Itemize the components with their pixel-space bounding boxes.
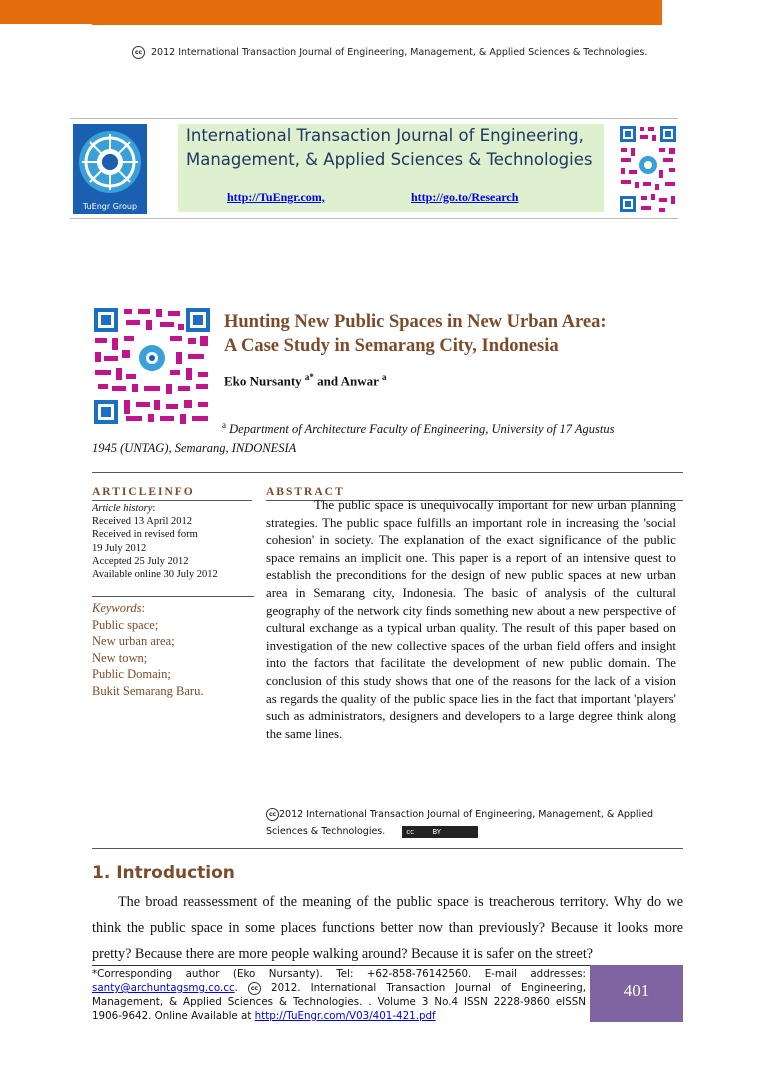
cc-icon: cc xyxy=(132,46,145,59)
tuengr-logo xyxy=(73,124,147,214)
abstract-copyright-text: 2012 International Transaction Journal of Engineering, Management, & Applied Sciences & Technologies. xyxy=(266,809,654,837)
footnote-text-3: 2012. International Transaction Journal of Engineering, Management, & Applied Sciences & Technologies. . Volume 3 No.4 ISSN 2228-9860 eISSN 1906-9642. Online Available at xyxy=(92,982,586,1022)
keyword-item: Bukit Semarang Baru. xyxy=(92,683,204,698)
author-1-sup: a* xyxy=(304,372,314,382)
history-item: Available online 30 July 2012 xyxy=(92,569,218,581)
affiliation-line2: 1945 (UNTAG), Semarang, INDONESIA xyxy=(92,441,297,455)
intro-text: The broad reassessment of the meaning of the public space is treacherous territory. Why do we think the public space in some places functions better now than previously? Because it looks more pretty? Because there are more people walking around? Because it is safer on the street? xyxy=(92,894,683,962)
article-info-heading: ARTICLEINFO xyxy=(92,486,195,498)
intro-heading: 1. Introduction xyxy=(92,863,235,883)
logo-label: TuEngr Group xyxy=(82,202,138,211)
article-title-line1: Hunting New Public Spaces in New Urban Area: xyxy=(224,312,607,332)
article-history: Article history: Received 13 April 2012 Received in revised form 19 July 2012 Accepted 25 July 2012 Available online 30 July 2012 xyxy=(92,503,218,581)
history-item: Accepted 25 July 2012 xyxy=(92,555,189,567)
author-2-sup: a xyxy=(381,372,387,382)
header-rule-bottom xyxy=(70,218,678,219)
journal-link-research[interactable]: http://go.to/Research xyxy=(411,190,519,204)
keywords: Keywords: Public space; New urban area; New town; Public Domain; Bukit Semarang Baru. xyxy=(92,601,204,698)
affiliation-text-1: Department of Architecture Faculty of Engineering, University of 17 Agustus xyxy=(229,422,615,437)
abstract-text: The public space is unequivocally important for new urban planning strategies. The public space fulfills an important role in increasing the 'social cohesion' in society. The explanation of the exact significance of the public space remains an implicit one. This paper is a report of an intensive quest to establish the preconditions for the design of new public spaces at new urban area in Semarang city, Indonesia. The basic of analysis of the cultural geography of the network city finds something new about a new perspective of cultural exchange as a typical urban quality. The result of this paper based on investigation of the new collective spaces of the urban field offers and insight into the factors that facilitate the development of new public domain. The conclusion of this study shows that one of the reasons for the lack of a vision as regards the quality of the public space lies in the fact that important 'players' such as administrators, designers and developers to a large degree think along the same lines. xyxy=(266,498,676,741)
journal-link-tuengr[interactable]: http://TuEngr.com, xyxy=(227,190,325,204)
article-title-line2: A Case Study in Semarang City, Indonesia xyxy=(224,336,559,356)
pdf-link[interactable]: http://TuEngr.com/V03/401-421.pdf xyxy=(254,1010,436,1022)
section-rule-top xyxy=(92,472,683,473)
author-1: Eko Nursanty xyxy=(224,373,302,389)
running-header-text: 2012 International Transaction Journal of Engineering, Management, & Applied Sciences & Technologies. xyxy=(151,47,648,58)
keyword-item: New town; xyxy=(92,650,148,665)
affiliation-sup: a xyxy=(222,420,226,430)
top-orange-bar xyxy=(0,0,662,24)
history-label: Article history xyxy=(92,503,153,514)
history-item: Received 13 April 2012 xyxy=(92,516,193,528)
footnote-text-2: . xyxy=(234,982,248,994)
cc-by-badge xyxy=(402,826,478,838)
abstract-heading: ABSTRACT xyxy=(266,486,345,498)
cc-icon: cc xyxy=(248,982,261,995)
qr-code-article xyxy=(92,306,212,431)
page-number: 401 xyxy=(623,981,650,1000)
header-rule-top xyxy=(70,118,678,119)
keyword-item: Public space; xyxy=(92,617,159,632)
cc-icon: cc xyxy=(266,808,279,821)
qr-code-header xyxy=(618,124,678,219)
keywords-label: Keywords xyxy=(92,601,142,615)
info-rule xyxy=(92,500,252,501)
cc-label: cc xyxy=(406,827,415,836)
footnote-text-1: *Corresponding author (Eko Nursanty). Tel: +62-858-76142560. E-mail addresses: xyxy=(92,968,586,980)
keyword-item: Public Domain; xyxy=(92,667,171,681)
abstract-copyright xyxy=(266,806,678,840)
by-label: BY xyxy=(432,827,442,836)
top-orange-rule xyxy=(92,24,662,25)
history-item: 19 July 2012 xyxy=(92,542,147,554)
journal-title-line2: Management, & Applied Sciences & Technologies xyxy=(186,150,593,169)
footnote-rule xyxy=(92,965,590,966)
section-rule-bottom xyxy=(92,848,683,849)
keyword-item: New urban area; xyxy=(92,634,175,648)
author-and: and Anwar xyxy=(317,373,379,389)
journal-title-line1: International Transaction Journal of Engineering, xyxy=(186,126,584,145)
footnote xyxy=(92,967,586,1023)
history-item: Received in revised form xyxy=(92,529,198,541)
authors xyxy=(224,372,386,389)
email-link[interactable]: santy@archuntagsmg.co.cc xyxy=(92,982,235,994)
running-header xyxy=(132,46,647,59)
keywords-rule xyxy=(92,596,254,597)
affiliation-line1 xyxy=(222,420,614,437)
